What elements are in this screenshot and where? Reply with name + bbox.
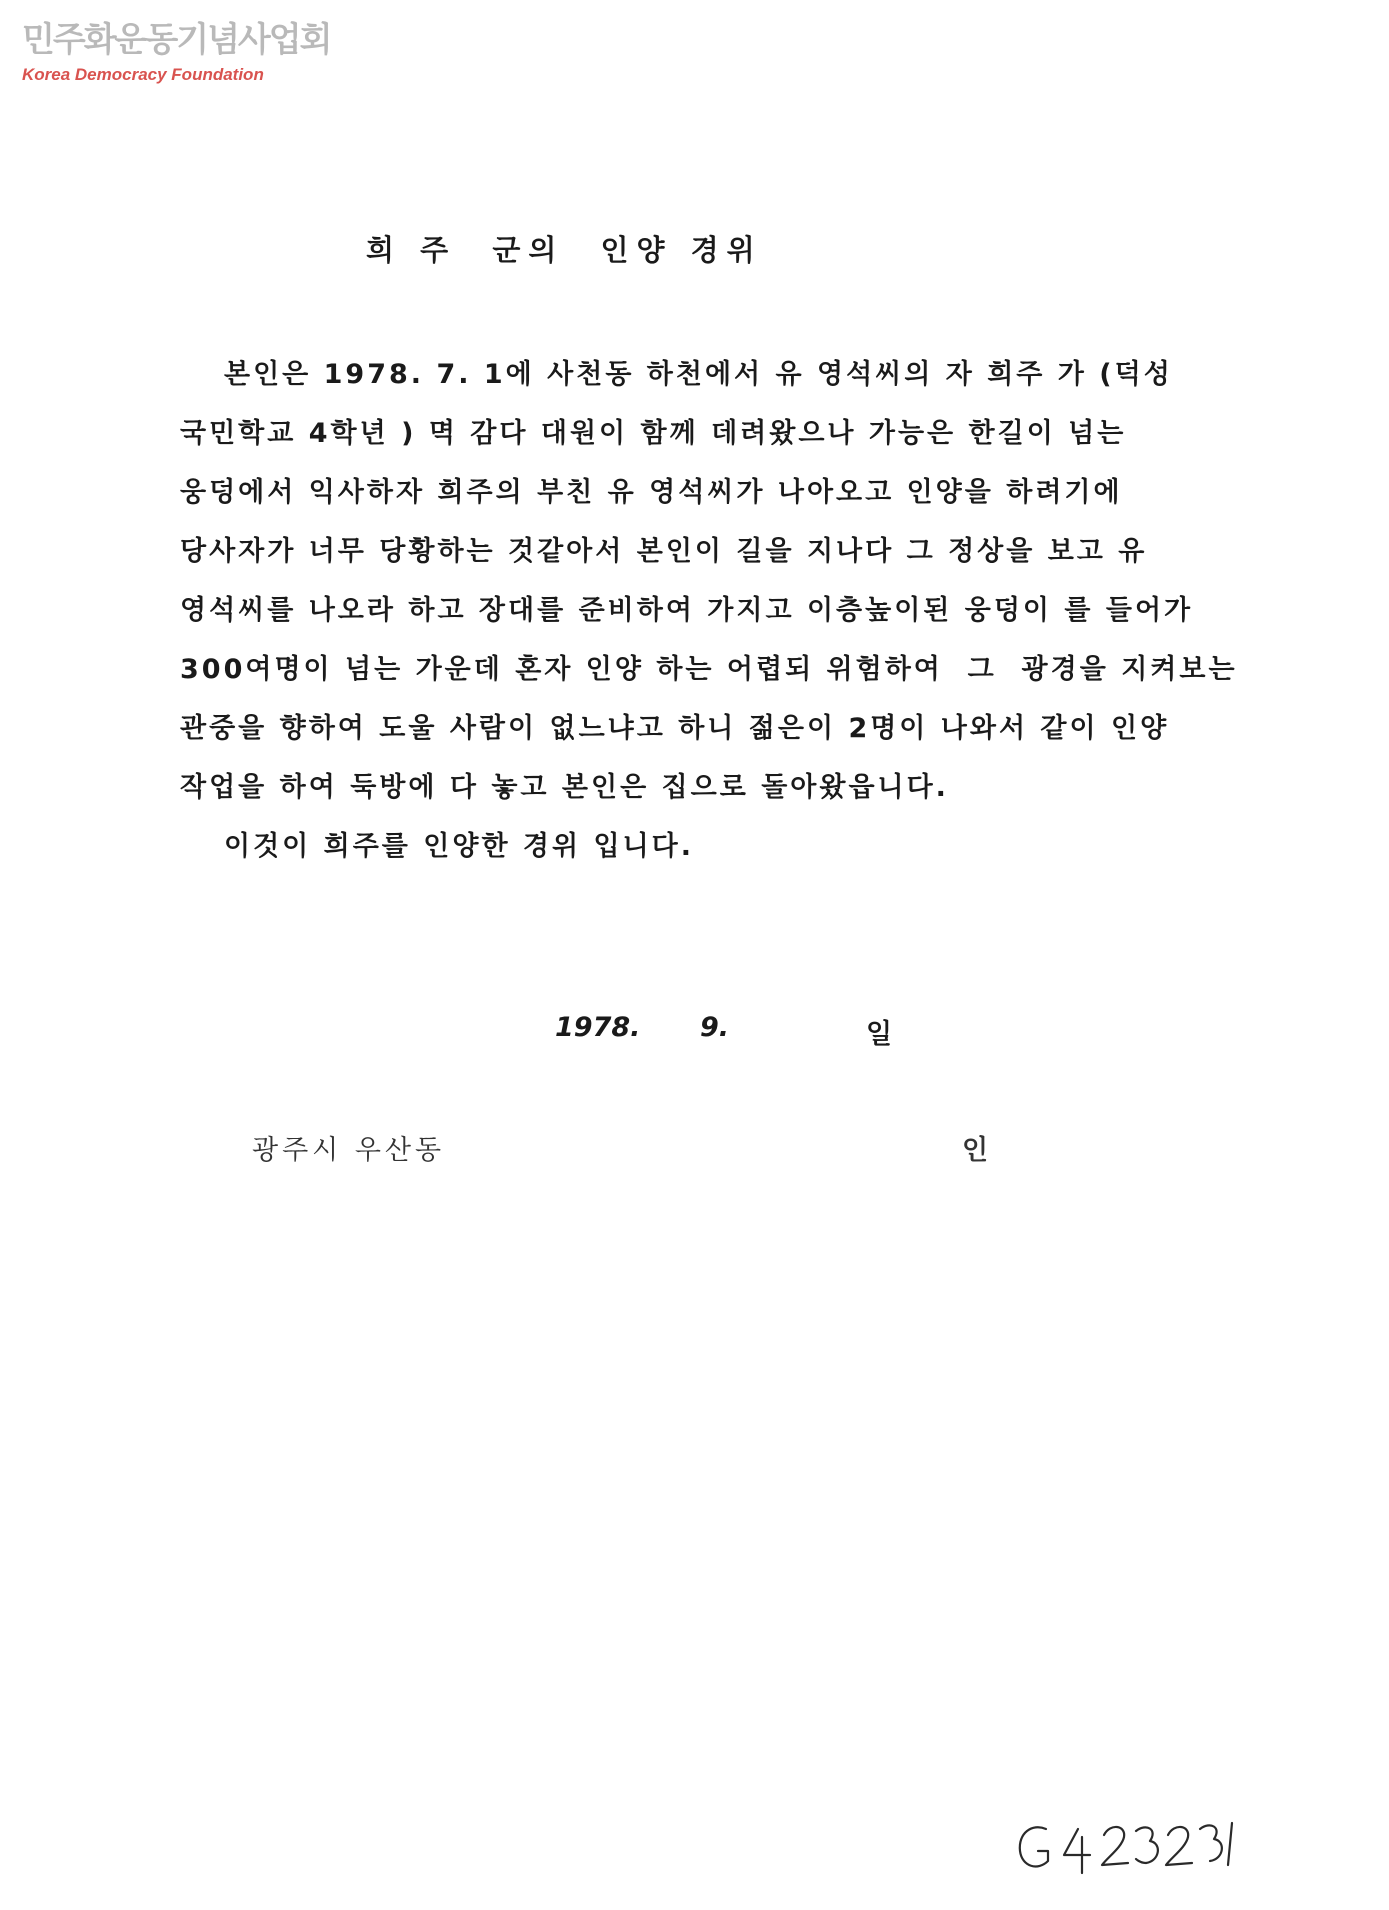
signer-address: 광주시 우산동	[252, 1135, 446, 1166]
watermark-korean: 민주화운동기념사업회	[22, 20, 331, 60]
watermark-english: Korea Democracy Foundation	[22, 65, 264, 84]
body-line: 당사자가 너무 당황하는 것같아서 본인이 길을 지나다 그 정상을 보고 유	[180, 536, 1148, 567]
seal-mark: 인	[962, 1135, 993, 1166]
body-line: 300여명이 넘는 가운데 혼자 인양 하는 어렵되 위험하여 그 광경을 지켜보는	[180, 654, 1238, 685]
body-line: 영석씨를 나오라 하고 장대를 준비하여 가지고 이층높이된 웅덩이 를 들어가	[180, 595, 1194, 626]
body-line: 작업을 하여 둑방에 다 놓고 본인은 집으로 돌아왔읍니다.	[180, 772, 949, 803]
closing-line: 이것이 희주를 인양한 경위 입니다.	[224, 831, 695, 862]
date-year: 1978.	[555, 1012, 641, 1043]
document-title: 희 주 군의 인양 경위	[366, 233, 763, 267]
body-line: 본인은 1978. 7. 1에 사천동 하천에서 유 영석씨의 자 희주 가 (덕성	[224, 359, 1173, 390]
body-line: 웅덩에서 익사하자 희주의 부친 유 영석씨가 나아오고 인양을 하려기에	[180, 477, 1123, 508]
body-line: 국민학교 4학년 ) 멱 감다 대원이 함께 데려왔으나 가능은 한길이 넘는	[180, 418, 1127, 449]
date-day-label: 일	[866, 1019, 893, 1050]
date-month: 9.	[700, 1012, 730, 1043]
foundation-watermark	[22, 18, 330, 86]
document-body	[180, 345, 1238, 876]
handwritten-number-drawing	[1012, 1815, 1242, 1885]
body-line: 관중을 향하여 도울 사람이 없느냐고 하니 젊은이 2명이 나와서 같이 인양	[180, 713, 1170, 744]
handwritten-archive-number	[1012, 1815, 1242, 1889]
